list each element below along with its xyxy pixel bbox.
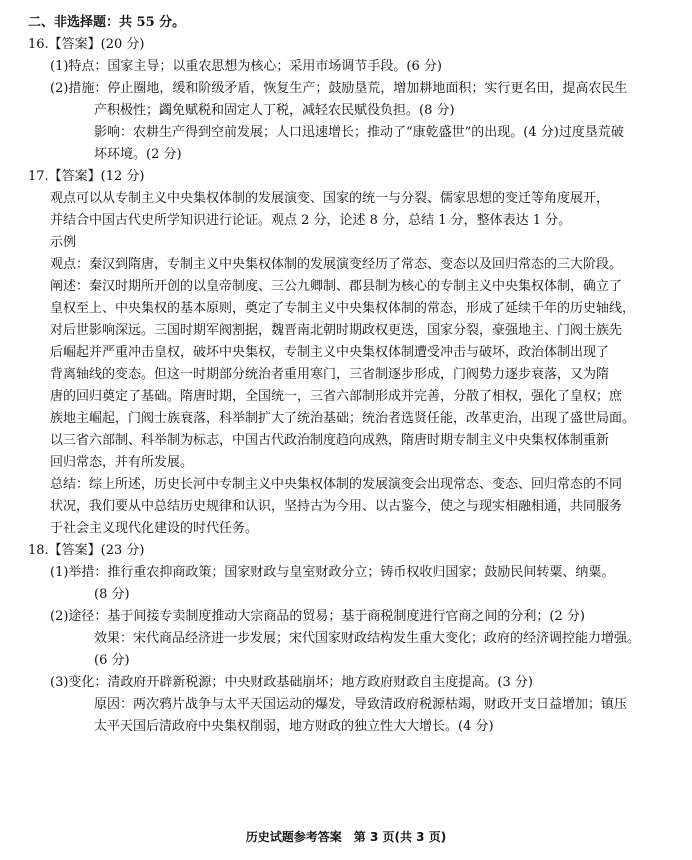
q18-part3-line1: (3)变化：清政府开辟新税源；中央财政基础崩坏；地方政府财政自主度提高。(3 分) <box>50 675 533 690</box>
q16-heading: 16.【答案】(20 分) <box>28 37 145 52</box>
q16-impact-line2: 坏环境。(2 分) <box>94 147 182 162</box>
q17-summary-line: 于社会主义现代化建设的时代任务。 <box>50 521 259 536</box>
q17-summary-line: 状况，我们要从中总结历史规律和认识，坚持古为今用、以古鉴今，使之与现实相融相通，共同服务 <box>50 499 623 514</box>
q18-effect-line2: (6 分) <box>94 653 130 668</box>
q16-part2-line1: (2)措施：停止圈地，缓和阶级矛盾，恢复生产；鼓励垦荒，增加耕地面积；实行更名田，提高农民生 <box>50 81 628 96</box>
q16-impact-line1: 影响：农耕生产得到空前发展；人口迅速增长；推动了“康乾盛世”的出现。(4 分)过度垦荒破 <box>94 125 624 140</box>
q17-argument-line: 背离轴线的变态。但这一时期部分统治者重用寒门，三省制逐步形成，门阀势力逐步衰落，又为隋 <box>50 367 610 382</box>
q17-argument-line: 族地主崛起，门阀士族衰落，科举制扩大了统治基础；统治者选贤任能，改革吏治，出现了盛世局面。 <box>50 411 636 426</box>
q17-intro-line2: 并结合中国古代史所学知识进行论证。观点 2 分，论述 8 分，总结 1 分，整体表达 1 分。 <box>50 213 572 228</box>
q16-part2-line2: 产积极性；蠲免赋税和固定人丁税，减轻农民赋役负担。(8 分) <box>94 103 455 118</box>
q18-part1-line2: (8 分) <box>94 587 130 602</box>
q17-argument-line: 回归常态，并有所发展。 <box>50 455 194 470</box>
q17-argument-line: 皇权至上、中央集权的基本原则，奠定了专制主义中央集权体制的常态，形成了延续千年的历史轴线， <box>50 301 636 316</box>
q17-argument-line: 阐述：秦汉时期所开创的以皇帝制度、三公九卿制、郡县制为核心的专制主义中央集权体制，确立了 <box>50 279 623 294</box>
q17-summary-line: 总结：综上所述，历史长河中专制主义中央集权体制的发展演变会出现常态、变态、回归常态的不同 <box>50 477 623 492</box>
q18-heading: 18.【答案】(23 分) <box>28 543 145 558</box>
q18-part1-line1: (1)举措：推行重农抑商政策；国家财政与皇室财政分立；铸币权收归国家；鼓励民间转粟、纳粟。 <box>50 565 615 580</box>
question-18 <box>28 540 668 738</box>
q17-argument-line: 对后世影响深远。三国时期军阀割据，魏晋南北朝时期政权更迭，国家分裂，豪强地主、门阀士族先 <box>50 323 623 338</box>
question-17 <box>28 166 668 540</box>
q17-argument-line: 后崛起并严重冲击皇权，破坏中央集权，专制主义中央集权体制遭受冲击与破坏，政治体制出现了 <box>50 345 610 360</box>
q17-example-label: 示例 <box>50 235 77 250</box>
q17-argument-line: 以三省六部制、科举制为标志，中国古代政治制度趋向成熟，隋唐时期专制主义中央集权体制重新 <box>50 433 610 448</box>
q18-reason-line2: 太平天国后清政府中央集权削弱，地方财政的独立性大大增长。(4 分) <box>94 719 494 734</box>
answer-page <box>28 12 668 738</box>
page-footer: 历史试题参考答案 第 3 页(共 3 页) <box>245 830 447 844</box>
q18-effect-line1: 效果：宋代商品经济进一步发展；宋代国家财政结构发生重大变化；政府的经济调控能力增强。 <box>94 631 641 646</box>
question-16 <box>28 34 668 166</box>
q18-reason-line1: 原因：两次鸦片战争与太平天国运动的爆发，导致清政府税源枯竭，财政开支日益增加；镇压 <box>94 697 628 712</box>
q18-part2-line1: (2)途径：基于间接专卖制度推动大宗商品的贸易；基于商税制度进行官商之间的分利；(2 分) <box>50 609 585 624</box>
q17-intro-line1: 观点可以从专制主义中央集权体制的发展演变、国家的统一与分裂、儒家思想的变迁等角度展开， <box>50 191 610 206</box>
q17-argument-line: 唐的回归奠定了基础。隋唐时期，全国统一，三省六部制形成并完善，分散了相权，强化了皇权；庶 <box>50 389 623 404</box>
q16-part1: (1)特点：国家主导；以重农思想为核心；采用市场调节手段。(6 分) <box>50 59 442 74</box>
q17-heading: 17.【答案】(12 分) <box>28 169 145 184</box>
section-title: 二、非选择题：共 55 分。 <box>28 15 186 30</box>
q17-viewpoint: 观点：秦汉到隋唐，专制主义中央集权体制的发展演变经历了常态、变态以及回归常态的三大阶段。 <box>50 257 623 272</box>
